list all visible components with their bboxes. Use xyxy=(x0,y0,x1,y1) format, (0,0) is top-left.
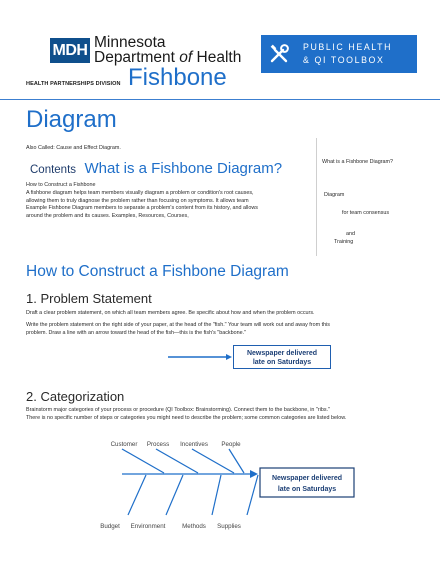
contents-label: Contents xyxy=(30,164,77,176)
toolbox-line2: & QI TOOLBOX xyxy=(303,55,385,65)
fishbone-rib-bottom xyxy=(212,475,221,515)
sidebar-link-consensus[interactable]: for team consensus xyxy=(342,210,390,216)
title-diagram: Diagram xyxy=(26,106,117,133)
title-fishbone: Fishbone xyxy=(128,64,227,91)
categorization-line2: There is no specific number of steps or categories you might need to describe the problem; some common categories are listed below. xyxy=(26,414,347,421)
fishbone-head-line2: late on Saturdays xyxy=(277,486,337,493)
contents-line: around the problem and its causes. Examples, Resources, Courses, xyxy=(26,213,189,220)
category-label-top: Process xyxy=(146,441,170,448)
fishbone-rib-top xyxy=(156,449,198,473)
contents-line[interactable]: How to Construct a Fishbone xyxy=(26,182,96,188)
contents-line: allowing them to truly diagnose the problem rather than focusing on symptoms. It allows team xyxy=(26,197,249,204)
category-label-top: Incentives xyxy=(180,441,208,448)
section-heading-construct: How to Construct a Fishbone Diagram xyxy=(26,263,289,280)
categorization-line1: Brainstorm major categories of your process or procedure (QI Toolbox: Brainstorming). Connect them to the backbone, in "ribs." xyxy=(26,407,330,413)
fishbone-head-line1: Newspaper delivered xyxy=(271,475,343,482)
category-label-top: Customer xyxy=(110,441,138,448)
fishbone-rib-bottom xyxy=(247,475,258,515)
sidebar-link-diagram[interactable]: Diagram xyxy=(324,192,345,198)
category-label-bottom: Supplies xyxy=(217,523,241,530)
mdh-logo-mark: MDH xyxy=(50,38,90,63)
sidebar-link-training[interactable]: Training xyxy=(334,239,354,245)
sidebar-link-what-is[interactable]: What is a Fishbone Diagram? xyxy=(322,159,394,165)
heading-problem-statement: 1. Problem Statement xyxy=(26,291,152,306)
fishbone-rib-top xyxy=(229,449,244,473)
toolbox-line1: PUBLIC HEALTH xyxy=(303,42,393,52)
sidebar-text-and: and xyxy=(346,231,355,237)
also-called-text: Also Called: Cause and Effect Diagram. xyxy=(26,145,121,151)
problem-para2-line2: problem. Draw a line with an arrow toward the head of the fish—this is the fish's "backbone." xyxy=(26,329,246,336)
category-label-bottom: Environment xyxy=(130,523,166,530)
problem-para2-line1: Write the problem statement on the right side of your paper, at the head of the "fish." Your team will work out and away from this xyxy=(26,322,330,328)
fishbone-rib-bottom xyxy=(128,475,146,515)
heading-categorization: 2. Categorization xyxy=(26,389,125,404)
fishbone-rib-bottom xyxy=(166,475,183,515)
backbone-arrowhead xyxy=(250,470,258,478)
category-label-bottom: Budget xyxy=(100,523,120,530)
contents-question-link[interactable]: What is a Fishbone Diagram? xyxy=(84,160,283,177)
problem-box-line1: Newspaper delivered xyxy=(246,350,318,357)
fishbone-rib-top xyxy=(192,449,234,473)
division-label: HEALTH PARTNERSHIPS DIVISION xyxy=(26,81,121,87)
problem-para1: Draft a clear problem statement, on which all team members agree. Be specific about how and when the problem occurs. xyxy=(26,310,315,316)
fishbone-rib-top xyxy=(122,449,164,473)
category-label-bottom: Methods xyxy=(182,523,206,530)
contents-line: A fishbone diagram helps team members visually diagram a problem or condition's root causes, xyxy=(26,189,254,196)
problem-box-line2: late on Saturdays xyxy=(252,359,312,366)
contents-line: Example Fishbone Diagram members to separate a problem's content from its history, and allows xyxy=(26,205,258,212)
org-name-line2: Department of Health xyxy=(94,49,242,66)
org-name-line1: Minnesota xyxy=(94,34,166,51)
category-label-top: People xyxy=(221,441,241,448)
